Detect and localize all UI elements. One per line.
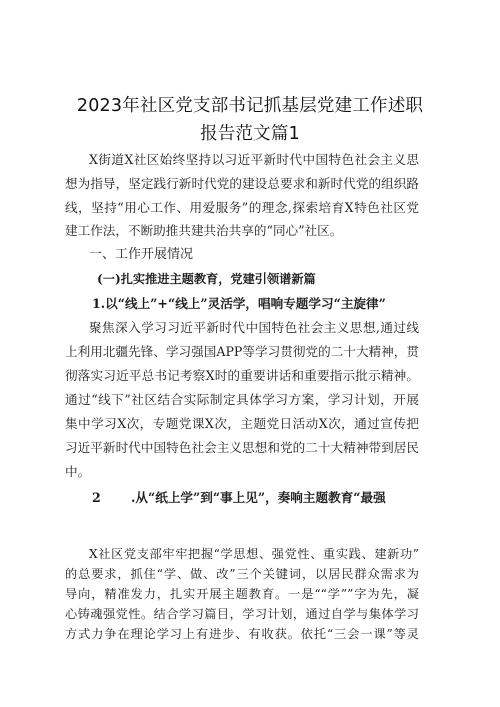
- item-2-heading: .从“纸上学”到“事上见”，奏响主题教育“最强: [131, 490, 386, 505]
- section-heading: 一、工作开展情况: [89, 247, 194, 262]
- intro-line-4: 建工作法，不断助推共建共治共享的“同心”社区。: [65, 223, 343, 238]
- item-1-line-2: 上利用北疆先锋、学习强国APP等学习贯彻党的二十大精神，贯: [65, 344, 419, 359]
- item-2-line-5: 方式力争在理论学习上有进步、有收获。依托“三会一课”等灵: [65, 627, 419, 641]
- subsection-heading: (一)扎实推进主题教育，党建引领谱新篇: [97, 272, 316, 286]
- item-2-line-1: X社区党支部牢牢把握“学思想、强党性、重实践、建新功”: [89, 547, 419, 561]
- intro-line-3: 线，坚持“用心工作、用爱服务”的理念,探索培育X特色社区党: [65, 200, 419, 215]
- item-2-line-2: 的总要求，抓住“学、做、改”三个关键词，以居民群众需求为: [65, 567, 419, 581]
- document-title-line-1: 2023年社区党支部书记抓基层党建工作述职: [76, 96, 424, 116]
- item-1-line-3: 彻落实习近平总书记考察X时的重要讲话和重要指示批示精神。: [65, 368, 419, 383]
- item-2-number: 2: [92, 490, 101, 505]
- item-1-line-7: 中。: [65, 464, 91, 479]
- intro-line-2: 想为指导，坚定践行新时代党的建设总要求和新时代党的组织路: [65, 176, 419, 191]
- intro-line-1: X街道X社区始终坚持以习近平新时代中国特色社会主义思: [89, 152, 419, 167]
- item-1-line-5: 集中学习X次，专题党课X次，主题党日活动X次，通过宣传把: [65, 416, 419, 431]
- item-2-line-4: 心铸魂强党性。结合学习篇目，学习计划，通过自学与集体学习: [65, 607, 419, 621]
- item-1-line-6: 习近平新时代中国特色社会主义思想和党的二十大精神带到居民: [65, 440, 419, 455]
- item-1-heading: 1.以“线上”+“线上”灵活学，唱响专题学习“主旋律”: [92, 296, 386, 311]
- item-1-line-4: 通过“线下”社区结合实际制定具体学习方案，学习计划，开展: [65, 392, 419, 407]
- item-2-line-3: 导向，精准发力，扎实开展主题教育。一是““学””字为先，凝: [65, 587, 419, 601]
- item-1-line-1: 聚焦深入学习习近平新时代中国特色社会主义思想,通过线: [89, 320, 419, 335]
- document-title-line-2: 报告范文篇1: [200, 124, 300, 144]
